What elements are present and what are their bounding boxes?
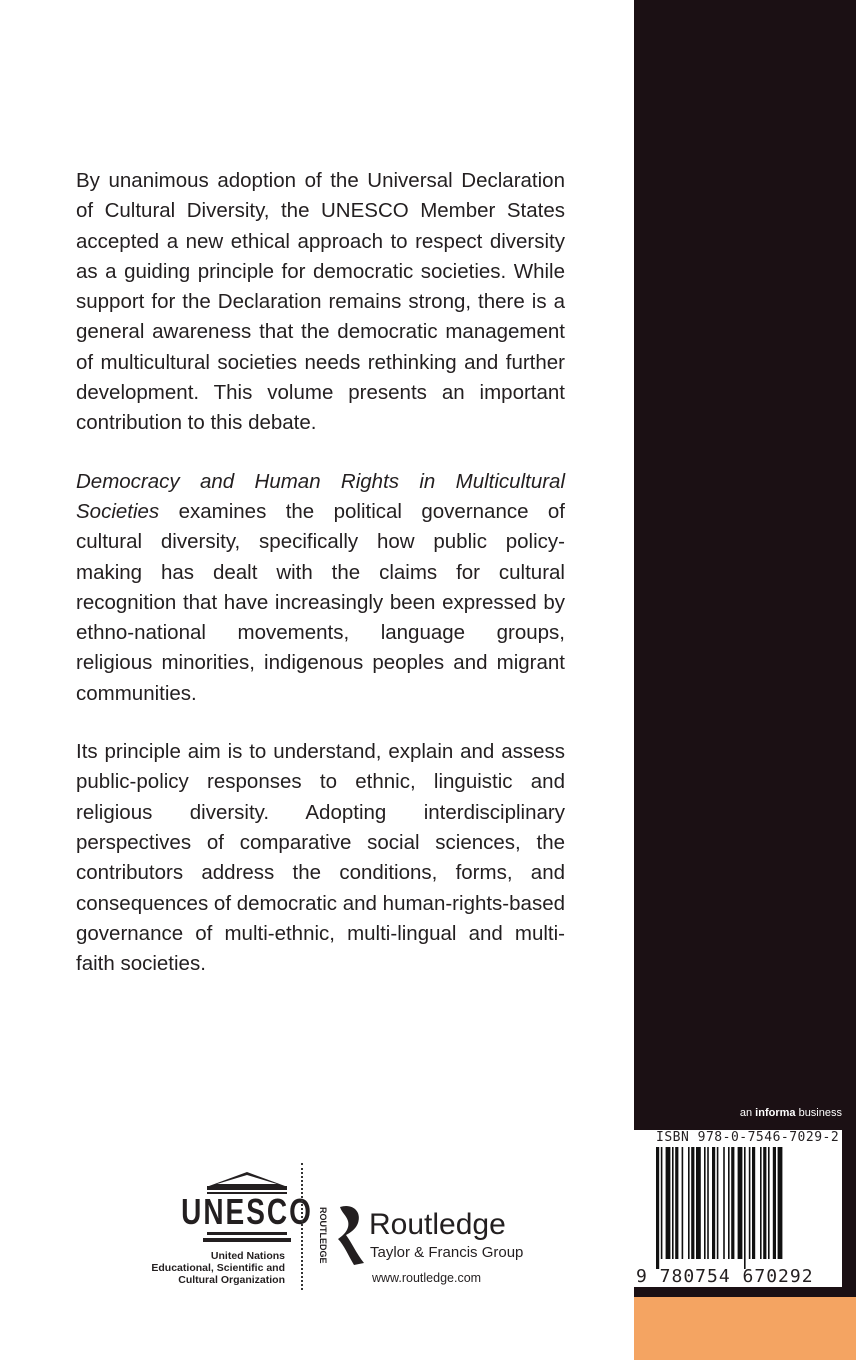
barcode-bar	[728, 1147, 730, 1259]
barcode-bar	[778, 1147, 783, 1259]
barcode-bar	[672, 1147, 674, 1259]
barcode-bar	[696, 1147, 701, 1259]
barcode-bar	[688, 1147, 690, 1259]
barcode-bar	[752, 1147, 755, 1259]
barcode-bar	[744, 1147, 746, 1269]
barcode-bars	[656, 1147, 834, 1269]
unesco-line-2: Educational, Scientific and	[151, 1262, 285, 1274]
informa-prefix: an	[739, 1107, 756, 1119]
blurb-paragraph-2-text: examines the political governance of cultural diversity, specifically how public policy-making has dealt with the claims for cultural recognition that have increasingly been expressed by ethno-national movements, language groups, religious minorities, indigenous peoples and migrant communities.	[76, 499, 565, 705]
barcode-bar	[738, 1147, 743, 1259]
unesco-caption	[130, 1250, 285, 1286]
barcode-bar	[760, 1147, 762, 1259]
routledge-name: Routledge	[369, 1208, 506, 1241]
barcode-bar	[773, 1147, 776, 1259]
barcode-bar	[731, 1147, 734, 1259]
barcode-bar	[704, 1147, 706, 1259]
routledge-group: Taylor & Francis Group	[370, 1244, 524, 1261]
blurb-paragraph-1: By unanimous adoption of the Universal Declaration of Cultural Diversity, the UNESCO Member States accepted a new ethical approach to respect diversity as a guiding principle for democratic societies. While support for the Declaration remains strong, there is a general awareness that the democratic management of multicultural societies needs rethinking and further development. This volume presents an important contribution to this debate.	[76, 169, 565, 435]
svg-text:UNESCO: UNESCO	[181, 1191, 313, 1232]
informa-brand: informa	[755, 1107, 796, 1119]
barcode-bar	[717, 1147, 719, 1259]
barcode-bar	[666, 1147, 671, 1259]
isbn-barcode	[634, 1130, 842, 1287]
barcode-bar	[691, 1147, 694, 1259]
isbn-text: ISBN 978-0-7546-7029-2	[656, 1130, 840, 1145]
barcode-bar	[768, 1147, 770, 1259]
informa-suffix: business	[795, 1107, 842, 1119]
dotted-divider	[301, 1163, 303, 1290]
unesco-line-1: United Nations	[210, 1250, 285, 1262]
orange-accent-block	[634, 1297, 856, 1360]
blurb-paragraph-2	[76, 467, 565, 709]
barcode-bar	[707, 1147, 709, 1259]
barcode-bar	[723, 1147, 725, 1259]
back-cover-blurb	[76, 166, 565, 1007]
barcode-bar	[749, 1147, 751, 1259]
barcode-bar	[661, 1147, 663, 1259]
barcode-bar	[675, 1147, 678, 1259]
barcode-bar	[712, 1147, 715, 1259]
informa-tagline	[740, 1107, 842, 1119]
svg-text:ROUTLEDGE: ROUTLEDGE	[318, 1207, 328, 1264]
blurb-paragraph-3: Its principle aim is to understand, explain and assess public-policy responses to ethnic, linguistic and religious diversity. Adopting interdisciplinary perspectives of comparative social sciences, the contributors address the conditions, forms, and consequences of democratic and human-rights-based governance of multi-ethnic, multi-lingual and multi-faith societies.	[76, 740, 565, 976]
barcode-bar	[656, 1147, 659, 1269]
book-title: Democracy and Human Rights in Multicultural Societies	[76, 469, 565, 523]
barcode-bar	[763, 1147, 766, 1259]
routledge-logo	[318, 1205, 368, 1267]
unesco-temple-logo	[181, 1172, 313, 1247]
dark-spine-strip	[634, 0, 856, 1297]
unesco-line-3: Cultural Organization	[178, 1274, 285, 1286]
routledge-url: www.routledge.com	[372, 1271, 482, 1285]
ean-number: 9 780754 670292	[636, 1266, 814, 1287]
barcode-bar	[682, 1147, 684, 1259]
